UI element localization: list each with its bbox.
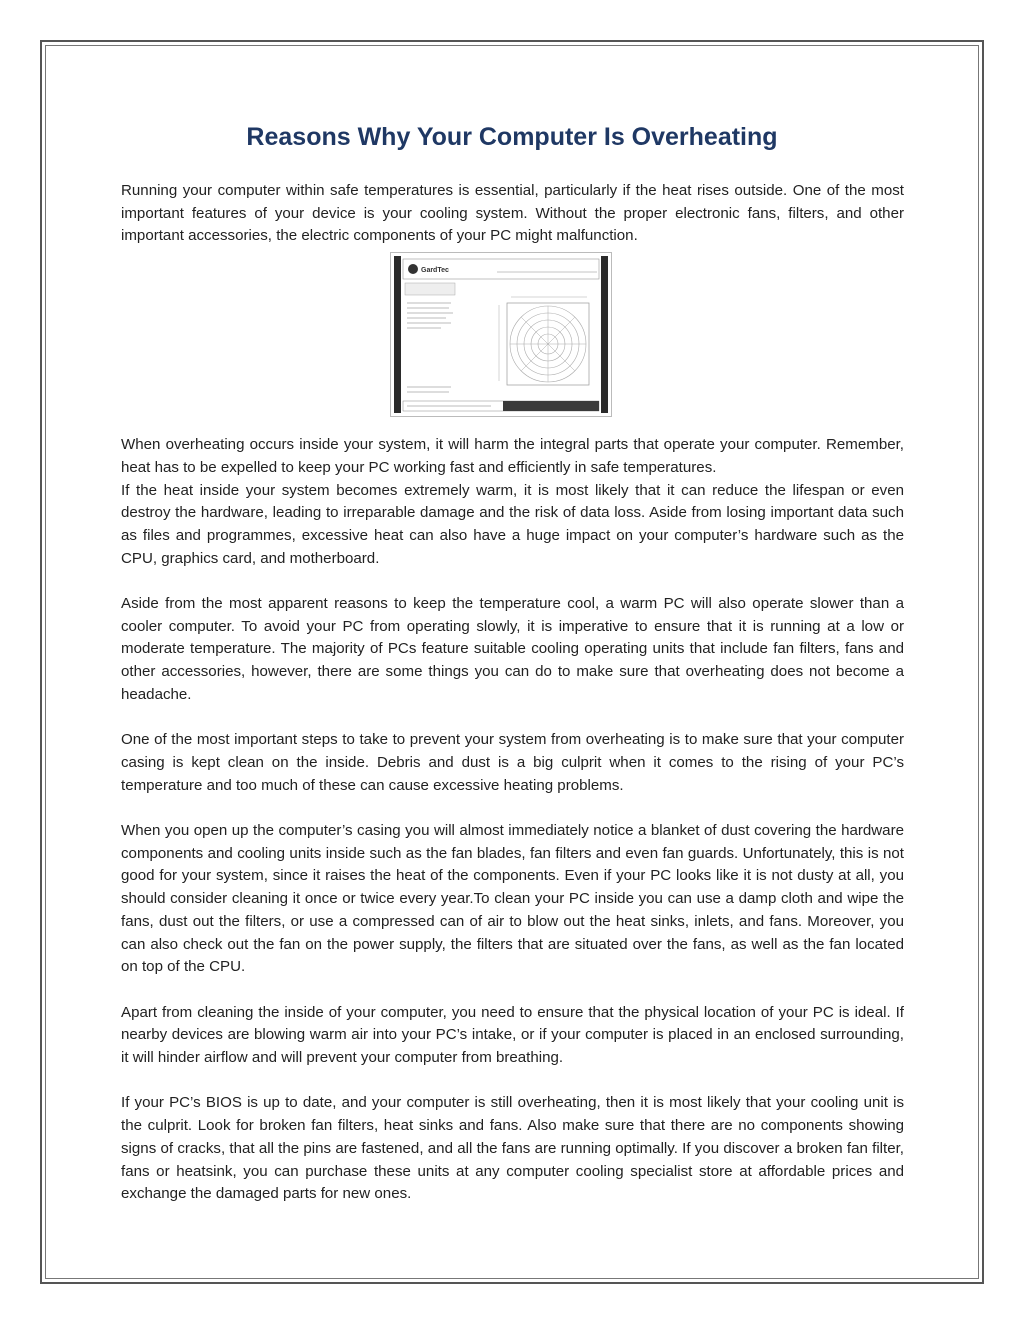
fan-filter-spec-sheet-image bbox=[390, 252, 612, 417]
paragraph-location: Apart from cleaning the inside of your computer, you need to ensure that the physical location of your PC is ideal. If nearby devices are blowing warm air into your PC’s intake, or if your computer is placed in an enclosed surrounding, it will hinder airflow and will prevent your computer from breathing. bbox=[121, 1003, 904, 1067]
paragraph-bios: If your PC’s BIOS is up to date, and your computer is still overheating, then it is most likely that your cooling unit is the culprit. Look for broken fan filters, heat sinks and fans. Also make sure that there are no components showing signs of cracks, that all the pins are fastened, and all the fans are running optimally. If you discover a broken fan filter, fans or heatsink, you can purchase these units at any computer cooling specialist store at affordable prices and exchange the damaged parts for new ones. bbox=[121, 1094, 904, 1203]
paragraph-dust: When you open up the computer’s casing you will almost immediately notice a blanket of dust covering the hardware components and cooling units inside such as the fan blades, fan filters and even fan guards. Unfortunately, this is not good for your system, since it raises the heat of the components. Even if your PC looks like it is not dusty at all, you should consider cleaning it once or twice every year.To clean your PC inside you can use a damp cloth and wipe the fans, dust out the filters, or use a compressed can of air to blow out the heat sinks, inlets, and fans. Moreover, you can also check out the fan on the power supply, the filters that are situated over the fans, as well as the fan located on top of the CPU. bbox=[121, 822, 904, 976]
paragraph-casing-clean: One of the most important steps to take to prevent your system from overheating is to make sure that your computer casing is kept clean on the inside. Debris and dust is a big culprit when it comes to the rising of your PC’s temperature and too much of these can cause excessive heating problems. bbox=[121, 731, 904, 794]
paragraph-harm: When overheating occurs inside your system, it will harm the integral parts that operate your computer. Remember, heat has to be expelled to keep your PC working fast and efficiently in safe temperatures. bbox=[121, 436, 904, 476]
spec-sheet-brand: GardTec bbox=[421, 267, 449, 275]
paragraph-lifespan: If the heat inside your system becomes extremely warm, it is most likely that it can reduce the lifespan or even destroy the hardware, leading to irreparable damage and the risk of data loss. Aside from losing important data such as files and programmes, excessive heat can also have a huge impact on your computer’s hardware such as the CPU, graphics card, and motherboard. bbox=[121, 481, 904, 567]
paragraph-slower: Aside from the most apparent reasons to keep the temperature cool, a warm PC will also operate slower than a cooler computer. To avoid your PC from operating slowly, it is imperative to ensure that it is running at a low or moderate temperature. The majority of PCs feature suitable cooling operating units that include fan filters, fans and other accessories, however, there are some things you can do to make sure that overheating does not become a headache. bbox=[121, 595, 904, 703]
spec-sheet-drawing bbox=[391, 253, 611, 416]
page-title: Reasons Why Your Computer Is Overheating bbox=[246, 123, 778, 151]
paragraph-intro: Running your computer within safe temperatures is essential, particularly if the heat rises outside. One of the most important features of your device is your cooling system. Without the proper electronic fans, filters, and other important accessories, the electric components of your PC might malfunction. bbox=[121, 182, 904, 245]
article-body bbox=[121, 180, 904, 1229]
